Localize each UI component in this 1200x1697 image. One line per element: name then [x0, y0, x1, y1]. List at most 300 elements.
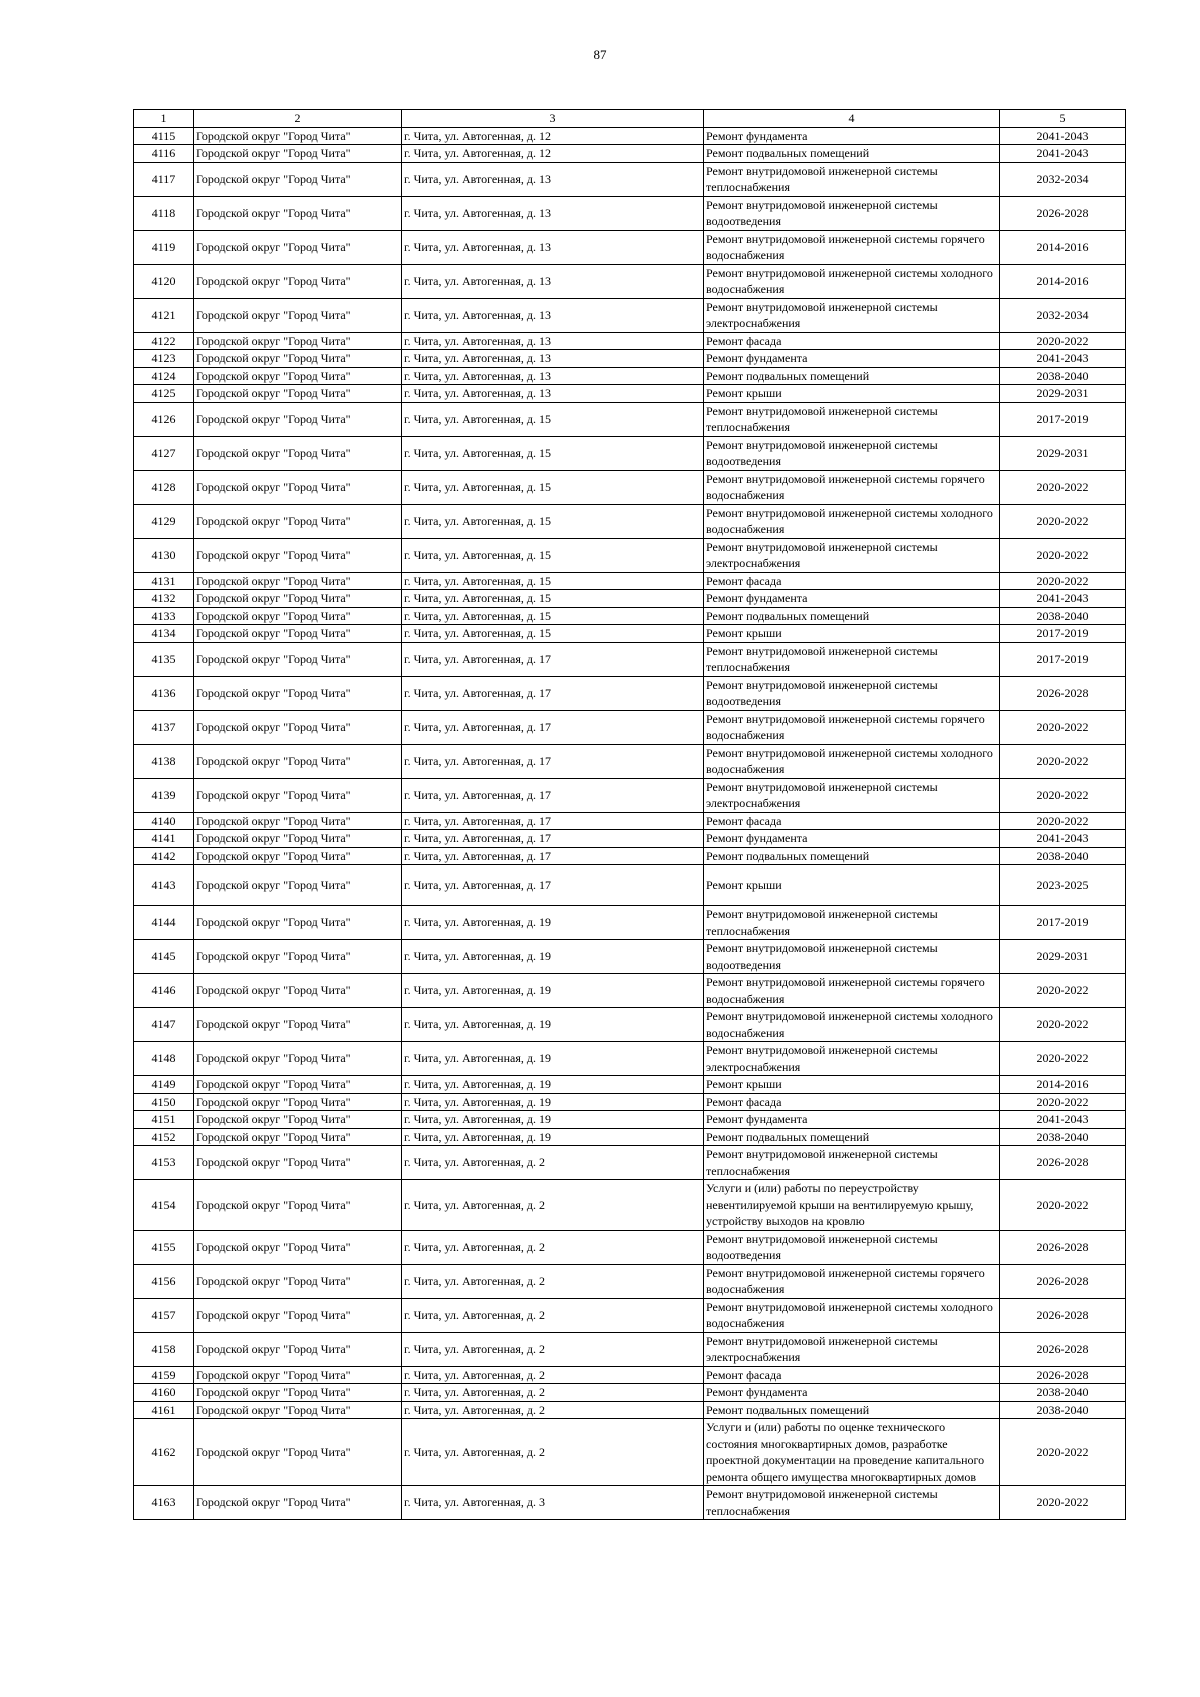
row-number: 4137: [134, 710, 194, 744]
table-row: [134, 230, 1126, 264]
table-row: [134, 1180, 1126, 1231]
municipality-cell: Городской округ "Город Чита": [194, 1008, 402, 1042]
row-number: 4133: [134, 607, 194, 625]
work-type-cell: Ремонт внутридомовой инженерной системы теплоснабжения: [704, 906, 1000, 940]
municipality-cell: Городской округ "Город Чита": [194, 1419, 402, 1486]
period-cell: 2020-2022: [1000, 1008, 1126, 1042]
row-number: 4131: [134, 572, 194, 590]
work-type-cell: Ремонт внутридомовой инженерной системы горячего водоснабжения: [704, 1264, 1000, 1298]
work-type-cell: Ремонт внутридомовой инженерной системы холодного водоснабжения: [704, 1298, 1000, 1332]
period-cell: 2014-2016: [1000, 1076, 1126, 1094]
municipality-cell: Городской округ "Город Чита": [194, 264, 402, 298]
address-cell: г. Чита, ул. Автогенная, д. 13: [402, 367, 704, 385]
address-cell: г. Чита, ул. Автогенная, д. 2: [402, 1146, 704, 1180]
period-cell: 2041-2043: [1000, 350, 1126, 368]
row-number: 4124: [134, 367, 194, 385]
work-type-cell: Ремонт внутридомовой инженерной системы теплоснабжения: [704, 1146, 1000, 1180]
row-number: 4125: [134, 385, 194, 403]
work-type-cell: Ремонт подвальных помещений: [704, 1401, 1000, 1419]
row-number: 4122: [134, 332, 194, 350]
municipality-cell: Городской округ "Город Чита": [194, 385, 402, 403]
row-number: 4136: [134, 676, 194, 710]
work-type-cell: Ремонт фундамента: [704, 127, 1000, 145]
table-row: [134, 812, 1126, 830]
table-row: [134, 1401, 1126, 1419]
column-number-3: 3: [402, 110, 704, 128]
work-type-cell: Ремонт фасада: [704, 1093, 1000, 1111]
period-cell: 2026-2028: [1000, 1332, 1126, 1366]
table-row: [134, 642, 1126, 676]
municipality-cell: Городской округ "Город Чита": [194, 830, 402, 848]
period-cell: 2020-2022: [1000, 744, 1126, 778]
row-number: 4162: [134, 1419, 194, 1486]
municipality-cell: Городской округ "Город Чита": [194, 625, 402, 643]
row-number: 4151: [134, 1111, 194, 1129]
row-number: 4161: [134, 1401, 194, 1419]
municipality-cell: Городской округ "Город Чита": [194, 1093, 402, 1111]
table-row: [134, 625, 1126, 643]
address-cell: г. Чита, ул. Автогенная, д. 13: [402, 196, 704, 230]
table-row: [134, 906, 1126, 940]
row-number: 4156: [134, 1264, 194, 1298]
municipality-cell: Городской округ "Город Чита": [194, 940, 402, 974]
work-type-cell: Ремонт внутридомовой инженерной системы теплоснабжения: [704, 1486, 1000, 1520]
municipality-cell: Городской округ "Город Чита": [194, 367, 402, 385]
work-type-cell: Ремонт внутридомовой инженерной системы электроснабжения: [704, 538, 1000, 572]
address-cell: г. Чита, ул. Автогенная, д. 19: [402, 1111, 704, 1129]
row-number: 4120: [134, 264, 194, 298]
work-type-cell: Ремонт крыши: [704, 865, 1000, 906]
work-type-cell: Ремонт фасада: [704, 332, 1000, 350]
row-number: 4145: [134, 940, 194, 974]
period-cell: 2026-2028: [1000, 676, 1126, 710]
row-number: 4118: [134, 196, 194, 230]
address-cell: г. Чита, ул. Автогенная, д. 15: [402, 470, 704, 504]
row-number: 4123: [134, 350, 194, 368]
municipality-cell: Городской округ "Город Чита": [194, 865, 402, 906]
period-cell: 2038-2040: [1000, 1128, 1126, 1146]
municipality-cell: Городской округ "Город Чита": [194, 1128, 402, 1146]
table-row: [134, 470, 1126, 504]
work-type-cell: Ремонт подвальных помещений: [704, 367, 1000, 385]
work-type-cell: Ремонт фундамента: [704, 590, 1000, 608]
column-number-4: 4: [704, 110, 1000, 128]
row-number: 4142: [134, 847, 194, 865]
row-number: 4129: [134, 504, 194, 538]
period-cell: 2041-2043: [1000, 127, 1126, 145]
work-type-cell: Ремонт внутридомовой инженерной системы водоотведения: [704, 436, 1000, 470]
table-row: [134, 590, 1126, 608]
period-cell: 2038-2040: [1000, 1384, 1126, 1402]
work-type-cell: Ремонт внутридомовой инженерной системы теплоснабжения: [704, 642, 1000, 676]
municipality-cell: Городской округ "Город Чита": [194, 127, 402, 145]
work-type-cell: Ремонт внутридомовой инженерной системы электроснабжения: [704, 298, 1000, 332]
table-row: [134, 402, 1126, 436]
row-number: 4116: [134, 145, 194, 163]
period-cell: 2029-2031: [1000, 940, 1126, 974]
table-row: [134, 974, 1126, 1008]
municipality-cell: Городской округ "Город Чита": [194, 230, 402, 264]
address-cell: г. Чита, ул. Автогенная, д. 17: [402, 778, 704, 812]
period-cell: 2026-2028: [1000, 1264, 1126, 1298]
municipality-cell: Городской округ "Город Чита": [194, 1264, 402, 1298]
registry-table: [133, 109, 1126, 1520]
row-number: 4127: [134, 436, 194, 470]
row-number: 4160: [134, 1384, 194, 1402]
municipality-cell: Городской округ "Город Чита": [194, 298, 402, 332]
address-cell: г. Чита, ул. Автогенная, д. 17: [402, 812, 704, 830]
work-type-cell: Ремонт внутридомовой инженерной системы холодного водоснабжения: [704, 744, 1000, 778]
work-type-cell: Ремонт фундамента: [704, 350, 1000, 368]
row-number: 4126: [134, 402, 194, 436]
row-number: 4139: [134, 778, 194, 812]
work-type-cell: Услуги и (или) работы по оценке технического состояния многоквартирных домов, разработке проектной документации на проведение капитального ремонта общего имущества многоквартирных домов: [704, 1419, 1000, 1486]
period-cell: 2020-2022: [1000, 504, 1126, 538]
table-row: [134, 1128, 1126, 1146]
address-cell: г. Чита, ул. Автогенная, д. 17: [402, 642, 704, 676]
period-cell: 2020-2022: [1000, 572, 1126, 590]
row-number: 4152: [134, 1128, 194, 1146]
period-cell: 2026-2028: [1000, 1366, 1126, 1384]
table-row: [134, 778, 1126, 812]
page-number: 87: [593, 47, 607, 62]
address-cell: г. Чита, ул. Автогенная, д. 2: [402, 1332, 704, 1366]
period-cell: 2020-2022: [1000, 1486, 1126, 1520]
municipality-cell: Городской округ "Город Чита": [194, 350, 402, 368]
municipality-cell: Городской округ "Город Чита": [194, 744, 402, 778]
period-cell: 2038-2040: [1000, 847, 1126, 865]
municipality-cell: Городской округ "Город Чита": [194, 1111, 402, 1129]
table-row: [134, 865, 1126, 906]
row-number: 4147: [134, 1008, 194, 1042]
municipality-cell: Городской округ "Город Чита": [194, 470, 402, 504]
address-cell: г. Чита, ул. Автогенная, д. 19: [402, 1042, 704, 1076]
municipality-cell: Городской округ "Город Чита": [194, 1366, 402, 1384]
work-type-cell: Ремонт внутридомовой инженерной системы теплоснабжения: [704, 402, 1000, 436]
address-cell: г. Чита, ул. Автогенная, д. 12: [402, 127, 704, 145]
work-type-cell: Ремонт фасада: [704, 572, 1000, 590]
address-cell: г. Чита, ул. Автогенная, д. 17: [402, 847, 704, 865]
municipality-cell: Городской округ "Город Чита": [194, 1042, 402, 1076]
period-cell: 2020-2022: [1000, 710, 1126, 744]
period-cell: 2041-2043: [1000, 590, 1126, 608]
work-type-cell: Ремонт внутридомовой инженерной системы водоотведения: [704, 676, 1000, 710]
municipality-cell: Городской округ "Город Чита": [194, 974, 402, 1008]
row-number: 4143: [134, 865, 194, 906]
work-type-cell: Ремонт внутридомовой инженерной системы электроснабжения: [704, 1332, 1000, 1366]
table-row: [134, 538, 1126, 572]
row-number: 4141: [134, 830, 194, 848]
row-number: 4154: [134, 1180, 194, 1231]
period-cell: 2041-2043: [1000, 145, 1126, 163]
municipality-cell: Городской округ "Город Чита": [194, 1076, 402, 1094]
address-cell: г. Чита, ул. Автогенная, д. 13: [402, 298, 704, 332]
address-cell: г. Чита, ул. Автогенная, д. 15: [402, 402, 704, 436]
address-cell: г. Чита, ул. Автогенная, д. 17: [402, 830, 704, 848]
work-type-cell: Ремонт внутридомовой инженерной системы теплоснабжения: [704, 162, 1000, 196]
row-number: 4149: [134, 1076, 194, 1094]
work-type-cell: Ремонт фасада: [704, 1366, 1000, 1384]
address-cell: г. Чита, ул. Автогенная, д. 19: [402, 1008, 704, 1042]
work-type-cell: Ремонт внутридомовой инженерной системы водоотведения: [704, 940, 1000, 974]
period-cell: 2041-2043: [1000, 830, 1126, 848]
column-number-2: 2: [194, 110, 402, 128]
address-cell: г. Чита, ул. Автогенная, д. 17: [402, 744, 704, 778]
address-cell: г. Чита, ул. Автогенная, д. 13: [402, 385, 704, 403]
municipality-cell: Городской округ "Город Чита": [194, 1486, 402, 1520]
table-row: [134, 710, 1126, 744]
row-number: 4163: [134, 1486, 194, 1520]
table-row: [134, 1042, 1126, 1076]
work-type-cell: Ремонт крыши: [704, 625, 1000, 643]
period-cell: 2020-2022: [1000, 1093, 1126, 1111]
address-cell: г. Чита, ул. Автогенная, д. 2: [402, 1366, 704, 1384]
municipality-cell: Городской округ "Город Чита": [194, 1230, 402, 1264]
period-cell: 2020-2022: [1000, 332, 1126, 350]
municipality-cell: Городской округ "Город Чита": [194, 145, 402, 163]
table-row: [134, 367, 1126, 385]
work-type-cell: Ремонт внутридомовой инженерной системы горячего водоснабжения: [704, 710, 1000, 744]
address-cell: г. Чита, ул. Автогенная, д. 19: [402, 1128, 704, 1146]
table-body: [134, 127, 1126, 1520]
work-type-cell: Ремонт фундамента: [704, 830, 1000, 848]
municipality-cell: Городской округ "Город Чита": [194, 1146, 402, 1180]
table-row: [134, 1076, 1126, 1094]
address-cell: г. Чита, ул. Автогенная, д. 3: [402, 1486, 704, 1520]
period-cell: 2014-2016: [1000, 264, 1126, 298]
table-row: [134, 1146, 1126, 1180]
address-cell: г. Чита, ул. Автогенная, д. 19: [402, 940, 704, 974]
row-number: 4128: [134, 470, 194, 504]
period-cell: 2020-2022: [1000, 1419, 1126, 1486]
table-row: [134, 1419, 1126, 1486]
municipality-cell: Городской округ "Город Чита": [194, 1332, 402, 1366]
row-number: 4119: [134, 230, 194, 264]
work-type-cell: Услуги и (или) работы по переустройству невентилируемой крыши на вентилируемую крышу, устройству выходов на кровлю: [704, 1180, 1000, 1231]
municipality-cell: Городской округ "Город Чита": [194, 538, 402, 572]
period-cell: 2020-2022: [1000, 1180, 1126, 1231]
address-cell: г. Чита, ул. Автогенная, д. 13: [402, 230, 704, 264]
table-row: [134, 298, 1126, 332]
municipality-cell: Городской округ "Город Чита": [194, 812, 402, 830]
row-number: 4155: [134, 1230, 194, 1264]
row-number: 4150: [134, 1093, 194, 1111]
row-number: 4144: [134, 906, 194, 940]
work-type-cell: Ремонт фундамента: [704, 1384, 1000, 1402]
row-number: 4158: [134, 1332, 194, 1366]
municipality-cell: Городской округ "Город Чита": [194, 162, 402, 196]
work-type-cell: Ремонт внутридомовой инженерной системы водоотведения: [704, 1230, 1000, 1264]
address-cell: г. Чита, ул. Автогенная, д. 19: [402, 1093, 704, 1111]
period-cell: 2026-2028: [1000, 1230, 1126, 1264]
table-row: [134, 436, 1126, 470]
period-cell: 2020-2022: [1000, 538, 1126, 572]
period-cell: 2026-2028: [1000, 1146, 1126, 1180]
municipality-cell: Городской округ "Город Чита": [194, 1401, 402, 1419]
work-type-cell: Ремонт крыши: [704, 1076, 1000, 1094]
address-cell: г. Чита, ул. Автогенная, д. 15: [402, 625, 704, 643]
table-row: [134, 1486, 1126, 1520]
period-cell: 2014-2016: [1000, 230, 1126, 264]
table-row: [134, 127, 1126, 145]
work-type-cell: Ремонт внутридомовой инженерной системы горячего водоснабжения: [704, 230, 1000, 264]
period-cell: 2026-2028: [1000, 1298, 1126, 1332]
work-type-cell: Ремонт внутридомовой инженерной системы холодного водоснабжения: [704, 1008, 1000, 1042]
period-cell: 2038-2040: [1000, 607, 1126, 625]
row-number: 4134: [134, 625, 194, 643]
address-cell: г. Чита, ул. Автогенная, д. 19: [402, 906, 704, 940]
table-row: [134, 572, 1126, 590]
address-cell: г. Чита, ул. Автогенная, д. 2: [402, 1419, 704, 1486]
period-cell: 2038-2040: [1000, 367, 1126, 385]
address-cell: г. Чита, ул. Автогенная, д. 15: [402, 607, 704, 625]
address-cell: г. Чита, ул. Автогенная, д. 12: [402, 145, 704, 163]
period-cell: 2020-2022: [1000, 974, 1126, 1008]
period-cell: 2029-2031: [1000, 385, 1126, 403]
column-number-5: 5: [1000, 110, 1126, 128]
table-row: [134, 940, 1126, 974]
row-number: 4121: [134, 298, 194, 332]
row-number: 4140: [134, 812, 194, 830]
municipality-cell: Городской округ "Город Чита": [194, 572, 402, 590]
address-cell: г. Чита, ул. Автогенная, д. 15: [402, 436, 704, 470]
work-type-cell: Ремонт внутридомовой инженерной системы холодного водоснабжения: [704, 264, 1000, 298]
address-cell: г. Чита, ул. Автогенная, д. 17: [402, 865, 704, 906]
address-cell: г. Чита, ул. Автогенная, д. 19: [402, 1076, 704, 1094]
period-cell: 2017-2019: [1000, 642, 1126, 676]
table-row: [134, 145, 1126, 163]
table-row: [134, 350, 1126, 368]
work-type-cell: Ремонт внутридомовой инженерной системы электроснабжения: [704, 1042, 1000, 1076]
period-cell: 2038-2040: [1000, 1401, 1126, 1419]
municipality-cell: Городской округ "Город Чита": [194, 504, 402, 538]
municipality-cell: Городской округ "Город Чита": [194, 332, 402, 350]
row-number: 4132: [134, 590, 194, 608]
table-row: [134, 1264, 1126, 1298]
work-type-cell: Ремонт внутридомовой инженерной системы горячего водоснабжения: [704, 470, 1000, 504]
address-cell: г. Чита, ул. Автогенная, д. 2: [402, 1180, 704, 1231]
municipality-cell: Городской округ "Город Чита": [194, 847, 402, 865]
work-type-cell: Ремонт внутридомовой инженерной системы водоотведения: [704, 196, 1000, 230]
municipality-cell: Городской округ "Город Чита": [194, 436, 402, 470]
address-cell: г. Чита, ул. Автогенная, д. 13: [402, 350, 704, 368]
work-type-cell: Ремонт подвальных помещений: [704, 145, 1000, 163]
address-cell: г. Чита, ул. Автогенная, д. 13: [402, 332, 704, 350]
address-cell: г. Чита, ул. Автогенная, д. 17: [402, 710, 704, 744]
work-type-cell: Ремонт внутридомовой инженерной системы холодного водоснабжения: [704, 504, 1000, 538]
address-cell: г. Чита, ул. Автогенная, д. 15: [402, 590, 704, 608]
period-cell: 2026-2028: [1000, 196, 1126, 230]
period-cell: 2029-2031: [1000, 436, 1126, 470]
municipality-cell: Городской округ "Город Чита": [194, 1180, 402, 1231]
work-type-cell: Ремонт подвальных помещений: [704, 847, 1000, 865]
address-cell: г. Чита, ул. Автогенная, д. 19: [402, 974, 704, 1008]
table-row: [134, 1332, 1126, 1366]
table-row: [134, 607, 1126, 625]
table-row: [134, 1230, 1126, 1264]
municipality-cell: Городской округ "Город Чита": [194, 1384, 402, 1402]
table-row: [134, 504, 1126, 538]
row-number: 4138: [134, 744, 194, 778]
work-type-cell: Ремонт подвальных помещений: [704, 1128, 1000, 1146]
period-cell: 2032-2034: [1000, 298, 1126, 332]
table-row: [134, 1298, 1126, 1332]
table-row: [134, 744, 1126, 778]
table-row: [134, 1093, 1126, 1111]
period-cell: 2032-2034: [1000, 162, 1126, 196]
table-row: [134, 676, 1126, 710]
row-number: 4117: [134, 162, 194, 196]
municipality-cell: Городской округ "Город Чита": [194, 607, 402, 625]
period-cell: 2020-2022: [1000, 470, 1126, 504]
table-row: [134, 847, 1126, 865]
row-number: 4159: [134, 1366, 194, 1384]
table-row: [134, 264, 1126, 298]
row-number: 4148: [134, 1042, 194, 1076]
municipality-cell: Городской округ "Город Чита": [194, 906, 402, 940]
period-cell: 2020-2022: [1000, 778, 1126, 812]
municipality-cell: Городской округ "Город Чита": [194, 402, 402, 436]
work-type-cell: Ремонт внутридомовой инженерной системы горячего водоснабжения: [704, 974, 1000, 1008]
municipality-cell: Городской округ "Город Чита": [194, 710, 402, 744]
period-cell: 2017-2019: [1000, 402, 1126, 436]
municipality-cell: Городской округ "Город Чита": [194, 196, 402, 230]
period-cell: 2023-2025: [1000, 865, 1126, 906]
address-cell: г. Чита, ул. Автогенная, д. 17: [402, 676, 704, 710]
column-number-row: [134, 110, 1126, 128]
period-cell: 2017-2019: [1000, 906, 1126, 940]
row-number: 4157: [134, 1298, 194, 1332]
period-cell: 2041-2043: [1000, 1111, 1126, 1129]
work-type-cell: Ремонт внутридомовой инженерной системы электроснабжения: [704, 778, 1000, 812]
address-cell: г. Чита, ул. Автогенная, д. 2: [402, 1230, 704, 1264]
period-cell: 2017-2019: [1000, 625, 1126, 643]
municipality-cell: Городской округ "Город Чита": [194, 1298, 402, 1332]
work-type-cell: Ремонт подвальных помещений: [704, 607, 1000, 625]
row-number: 4146: [134, 974, 194, 1008]
address-cell: г. Чита, ул. Автогенная, д. 2: [402, 1264, 704, 1298]
row-number: 4115: [134, 127, 194, 145]
column-number-1: 1: [134, 110, 194, 128]
address-cell: г. Чита, ул. Автогенная, д. 2: [402, 1298, 704, 1332]
table-row: [134, 385, 1126, 403]
address-cell: г. Чита, ул. Автогенная, д. 13: [402, 264, 704, 298]
work-type-cell: Ремонт фасада: [704, 812, 1000, 830]
address-cell: г. Чита, ул. Автогенная, д. 2: [402, 1401, 704, 1419]
period-cell: 2020-2022: [1000, 812, 1126, 830]
row-number: 4130: [134, 538, 194, 572]
table-row: [134, 1111, 1126, 1129]
address-cell: г. Чита, ул. Автогенная, д. 13: [402, 162, 704, 196]
period-cell: 2020-2022: [1000, 1042, 1126, 1076]
table-row: [134, 830, 1126, 848]
table-row: [134, 162, 1126, 196]
address-cell: г. Чита, ул. Автогенная, д. 15: [402, 504, 704, 538]
table-row: [134, 196, 1126, 230]
work-type-cell: Ремонт фундамента: [704, 1111, 1000, 1129]
municipality-cell: Городской округ "Город Чита": [194, 676, 402, 710]
row-number: 4153: [134, 1146, 194, 1180]
table-row: [134, 1008, 1126, 1042]
address-cell: г. Чита, ул. Автогенная, д. 2: [402, 1384, 704, 1402]
row-number: 4135: [134, 642, 194, 676]
municipality-cell: Городской округ "Город Чита": [194, 778, 402, 812]
table-row: [134, 1366, 1126, 1384]
address-cell: г. Чита, ул. Автогенная, д. 15: [402, 572, 704, 590]
municipality-cell: Городской округ "Город Чита": [194, 590, 402, 608]
table-row: [134, 332, 1126, 350]
municipality-cell: Городской округ "Город Чита": [194, 642, 402, 676]
